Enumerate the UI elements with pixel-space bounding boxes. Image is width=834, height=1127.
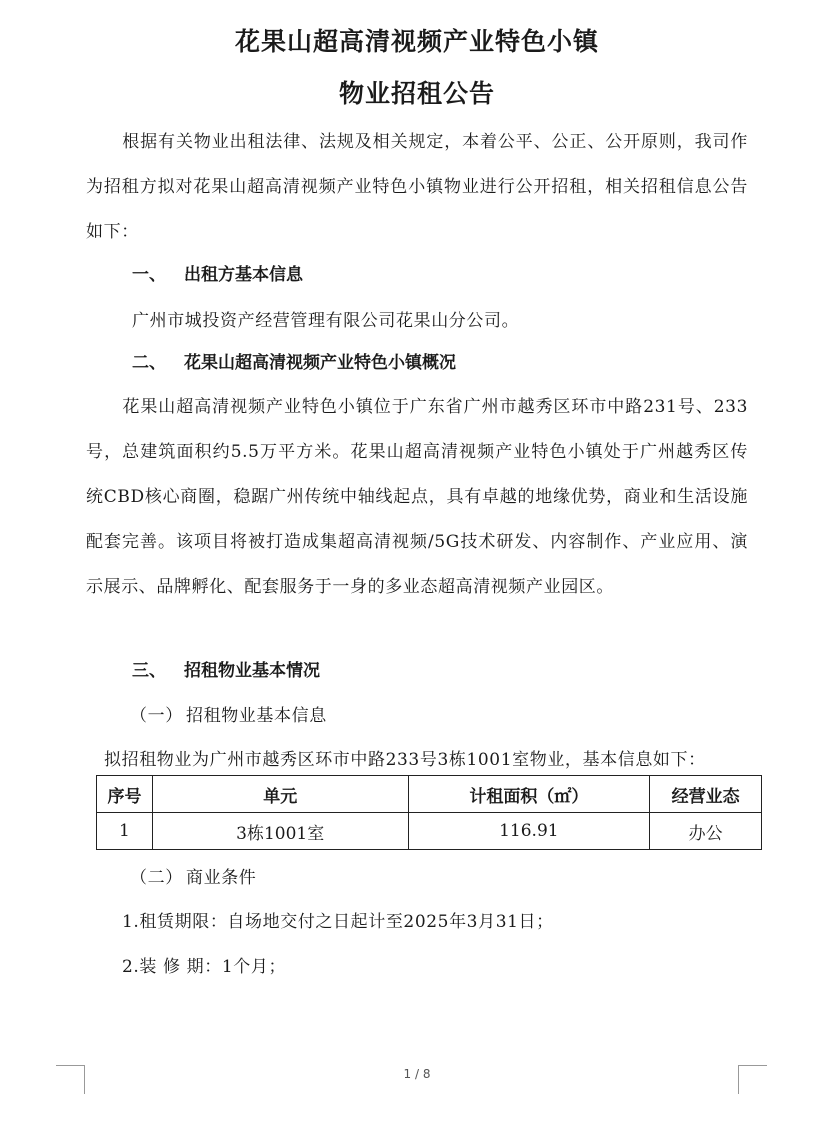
- document-title-line1: 花果山超高清视频产业特色小镇: [234, 27, 599, 56]
- table-row: [97, 813, 762, 850]
- cell-seq: 1: [97, 813, 153, 850]
- header-unit: 单元: [152, 776, 408, 813]
- section1-title: 出租方基本信息: [184, 265, 303, 285]
- property-info-table: [96, 775, 762, 850]
- section2-paragraph: [86, 385, 748, 610]
- header-seq: 序号: [97, 776, 153, 813]
- section1-body: 广州市城投资产经营管理有限公司花果山分公司。: [132, 311, 520, 331]
- cell-unit: 3栋1001室: [152, 813, 408, 850]
- subsection2-number: （二）: [130, 868, 183, 888]
- section3-heading: [132, 659, 320, 683]
- term-renovation-period: 2.装 修 期：1个月；: [122, 957, 287, 977]
- term-lease-period: 1.租赁期限：自场地交付之日起计至2025年3月31日；: [122, 912, 554, 932]
- intro-text: 根据有关物业出租法律、法规及相关规定，本着公平、公正、公开原则，我司作为招租方拟对花果山超高清视频产业特色小镇物业进行公开招租，相关招租信息公告如下：: [86, 132, 748, 242]
- document-title-line2: 物业招租公告: [338, 79, 495, 108]
- section2-heading: [132, 351, 456, 375]
- subsection2-heading: [130, 866, 256, 890]
- subsection1-number: （一）: [130, 706, 183, 726]
- section2-body: 花果山超高清视频产业特色小镇位于广东省广州市越秀区环市中路231号、233号，总建筑面积约5.5万平方米。花果山超高清视频产业特色小镇处于广州越秀区传统CBD核心商圈，稳踞广州传统中轴线起点，具有卓越的地缘优势，商业和生活设施配套完善。该项目将被打造成集超高清视频/5G技术研发、内容制作、产业应用、演示展示、品牌孵化、配套服务于一身的多业态超高清视频产业园区。: [86, 397, 749, 597]
- table-header-row: [97, 776, 762, 813]
- page-indicator: 1 / 8: [403, 1067, 431, 1081]
- section1-heading: [132, 263, 303, 287]
- cell-area: 116.91: [408, 813, 650, 850]
- section2-title: 花果山超高清视频产业特色小镇概况: [184, 353, 456, 373]
- section3-number: 三、: [132, 661, 166, 681]
- intro-paragraph: [86, 120, 748, 255]
- section1-number: 一、: [132, 265, 166, 285]
- section2-number: 二、: [132, 353, 166, 373]
- section3-title: 招租物业基本情况: [184, 661, 320, 681]
- header-area: 计租面积（㎡）: [408, 776, 650, 813]
- subsection2-title: 商业条件: [186, 868, 257, 888]
- subsection1-title: 招租物业基本信息: [186, 706, 327, 726]
- header-business-type: 经营业态: [650, 776, 762, 813]
- subsection1-heading: [130, 704, 327, 728]
- cell-business-type: 办公: [650, 813, 762, 850]
- property-intro: 拟招租物业为广州市越秀区环市中路233号3栋1001室物业，基本信息如下：: [104, 750, 706, 770]
